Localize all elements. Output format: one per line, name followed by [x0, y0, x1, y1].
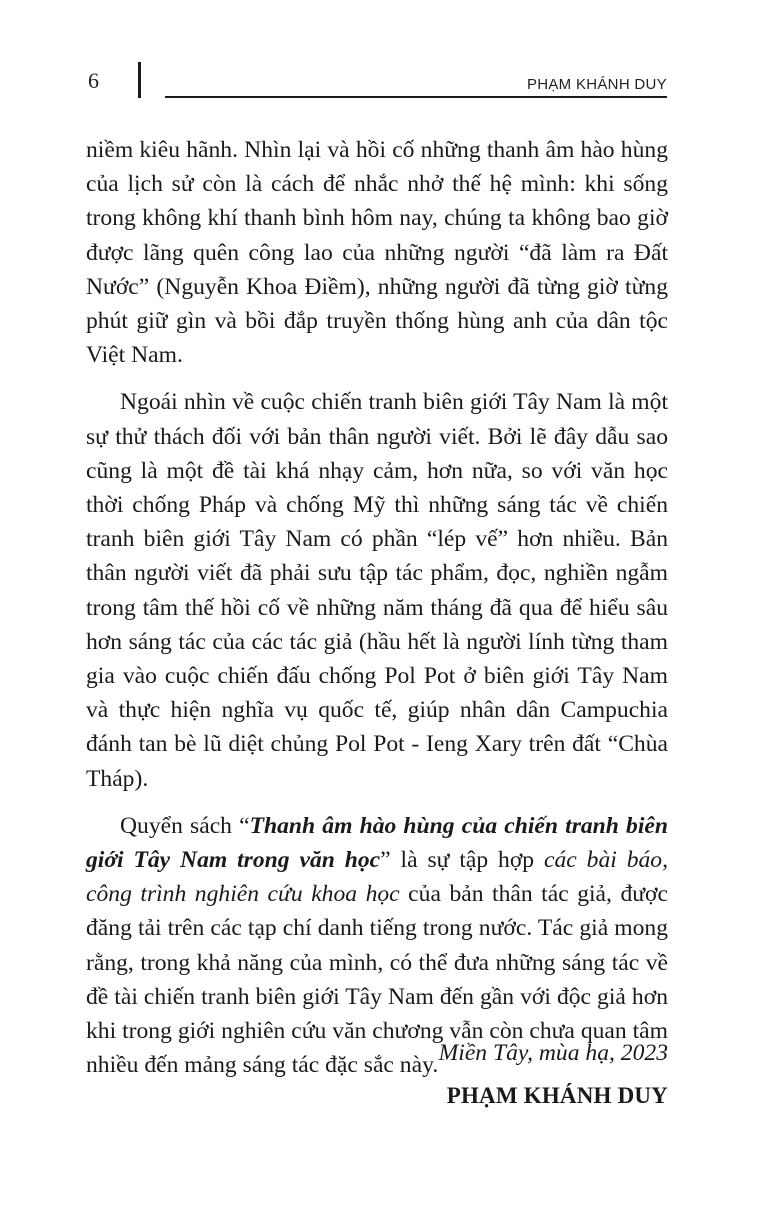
italic-phrase: các bài báo, công trình nghiên cứu khoa học	[86, 847, 668, 908]
header-rule	[165, 96, 667, 98]
paragraph-1: niềm kiêu hãnh. Nhìn lại và hồi cố những thanh âm hào hùng của lịch sử còn là cách để nhắc nhở thế hệ mình: khi sống trong không khí thanh bình hôm nay, chúng ta không bao giờ được lãng quên công lao của những người “đã làm ra Đất Nước” (Nguyễn Khoa Điềm), những người đã từng giờ từng phút giữ gìn và bồi đắp truyền thống hùng anh của dân tộc Việt Nam.	[86, 137, 668, 369]
paragraph-3-tail: của bản thân tác giả, được đăng tải trên các tạp chí danh tiếng trong nước. Tác giả mong rằng, trong khả năng của mình, có thể đưa những sáng tác về đề tài chiến tranh biên giới Tây Nam đến gần với độc giả hơn khi trong giới nghiên cứu văn chương vẫn còn chưa quan tâm nhiều đến mảng sáng tác đặc sắc này.	[86, 881, 668, 1079]
header-divider-bar	[138, 62, 141, 98]
page-number: 6	[88, 68, 99, 93]
page-header	[0, 0, 768, 110]
paragraph-2: Ngoái nhìn về cuộc chiến tranh biên giới Tây Nam là một sự thử thách đối với bản thân người viết. Bởi lẽ đây dẫu sao cũng là một đề tài khá nhạy cảm, hơn nữa, so với văn học thời chống Pháp và chống Mỹ thì những sáng tác về chiến tranh biên giới Tây Nam có phần “lép vế” hơn nhiều. Bản thân người viết đã phải sưu tập tác phẩm, đọc, nghiền ngẫm trong tâm thế hồi cố về những năm tháng đã qua để hiểu sâu hơn sáng tác của các tác giả (hầu hết là người lính từng tham gia vào cuộc chiến đấu chống Pol Pot ở biên giới Tây Nam và thực hiện nghĩa vụ quốc tế, giúp nhân dân Campuchia đánh tan bè lũ diệt chủng Pol Pot - Ieng Xary trên đất “Chùa Tháp).	[86, 389, 668, 792]
running-head: PHẠM KHÁNH DUY	[526, 76, 667, 93]
signature-author: PHẠM KHÁNH DUY	[446, 1083, 668, 1108]
book-title: Thanh âm hào hùng của chiến tranh biên giới Tây Nam trong văn học	[86, 812, 669, 874]
signature-place-date: Miền Tây, mùa hạ, 2023	[438, 1040, 668, 1066]
paragraph-3-mid: ” là sự tập hợp	[380, 847, 545, 874]
paragraph-3-lead: Quyển sách “	[120, 812, 250, 839]
body-text	[86, 133, 668, 1095]
